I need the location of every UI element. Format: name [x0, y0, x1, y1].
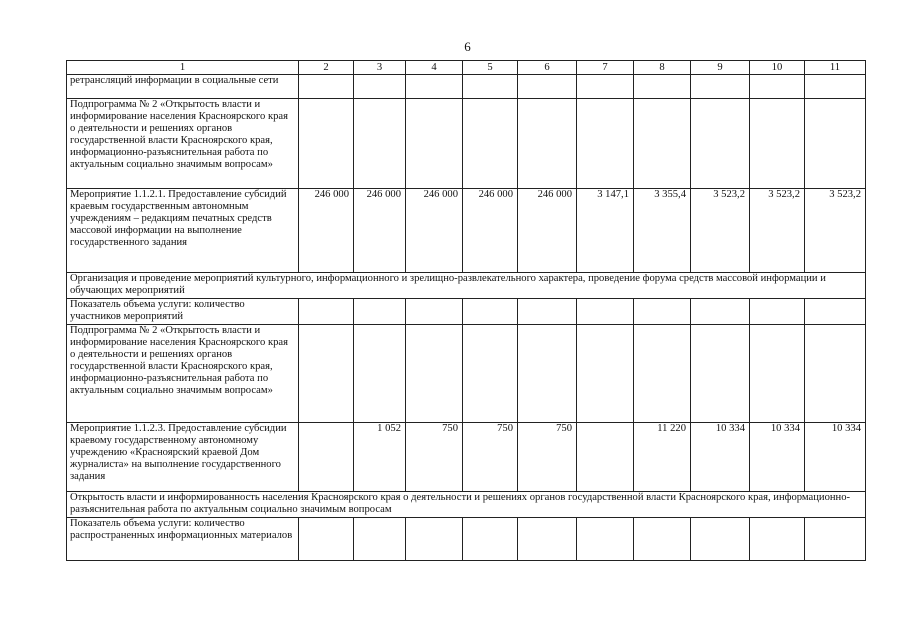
value-cell [406, 99, 463, 189]
value-cell [634, 518, 691, 561]
value-cell [634, 325, 691, 423]
value-cell [406, 299, 463, 325]
value-cell: 3 523,2 [750, 189, 805, 273]
value-cell [299, 423, 354, 492]
value-cell [634, 75, 691, 99]
table-row [67, 325, 866, 423]
value-cell [750, 325, 805, 423]
value-cell [354, 325, 406, 423]
value-cell: 246 000 [463, 189, 518, 273]
value-cell [577, 325, 634, 423]
column-number: 1 [67, 61, 299, 75]
row-label: ретрансляций информации в социальные сети [67, 75, 299, 99]
value-cell [299, 75, 354, 99]
row-label: Показатель объема услуги: количество распространенных информационных материалов [67, 518, 299, 561]
table-row [67, 299, 866, 325]
column-number: 10 [750, 61, 805, 75]
value-cell [805, 75, 866, 99]
row-label: Показатель объема услуги: количество участников мероприятий [67, 299, 299, 325]
value-cell [691, 518, 750, 561]
value-cell [518, 325, 577, 423]
value-cell [577, 423, 634, 492]
column-number: 2 [299, 61, 354, 75]
value-cell [463, 325, 518, 423]
row-label: Подпрограмма № 2 «Открытость власти и информирование населения Красноярского края о деятельности и решениях органов государственной власти Красноярского края, информационно-разъяснительная работа по актуальным социально значимым вопросам» [67, 325, 299, 423]
value-cell [518, 518, 577, 561]
value-cell: 246 000 [406, 189, 463, 273]
value-cell [805, 299, 866, 325]
value-cell: 10 334 [805, 423, 866, 492]
section-row [67, 273, 866, 299]
column-number: 5 [463, 61, 518, 75]
page-number: 6 [464, 39, 471, 54]
value-cell: 3 523,2 [691, 189, 750, 273]
value-cell [805, 99, 866, 189]
value-cell: 750 [518, 423, 577, 492]
value-cell [463, 75, 518, 99]
table-header-row [67, 61, 866, 75]
column-number: 7 [577, 61, 634, 75]
value-cell [634, 299, 691, 325]
table-row [67, 99, 866, 189]
value-cell [406, 75, 463, 99]
value-cell [518, 299, 577, 325]
value-cell: 3 355,4 [634, 189, 691, 273]
value-cell: 3 147,1 [577, 189, 634, 273]
value-cell [354, 299, 406, 325]
value-cell [299, 299, 354, 325]
value-cell: 10 334 [750, 423, 805, 492]
value-cell [463, 299, 518, 325]
column-number: 4 [406, 61, 463, 75]
value-cell [463, 99, 518, 189]
value-cell: 10 334 [691, 423, 750, 492]
table-row [67, 75, 866, 99]
value-cell [634, 99, 691, 189]
section-title: Открытость власти и информированность населения Красноярского края о деятельности и решениях органов государственной власти Красноярского края, информационно-разъяснительная работа по актуальным социально значимым вопросам [67, 492, 866, 518]
budget-table [66, 60, 866, 561]
row-label: Мероприятие 1.1.2.3. Предоставление субсидии краевому государственному автономному учреждению «Красноярский краевой Дом журналиста» на выполнение государственного задания [67, 423, 299, 492]
value-cell: 11 220 [634, 423, 691, 492]
value-cell [577, 75, 634, 99]
column-number: 3 [354, 61, 406, 75]
value-cell [406, 518, 463, 561]
value-cell [518, 75, 577, 99]
value-cell: 750 [406, 423, 463, 492]
value-cell [750, 299, 805, 325]
value-cell [691, 99, 750, 189]
value-cell [518, 99, 577, 189]
value-cell [406, 325, 463, 423]
value-cell: 246 000 [518, 189, 577, 273]
value-cell [805, 518, 866, 561]
table-row [67, 518, 866, 561]
value-cell: 246 000 [299, 189, 354, 273]
row-label: Подпрограмма № 2 «Открытость власти и информирование населения Красноярского края о деятельности и решениях органов государственной власти Красноярского края, информационно-разъяснительная работа по актуальным социально значимым вопросам» [67, 99, 299, 189]
value-cell [299, 325, 354, 423]
value-cell [299, 518, 354, 561]
value-cell [691, 325, 750, 423]
value-cell: 246 000 [354, 189, 406, 273]
value-cell [750, 99, 805, 189]
value-cell [577, 299, 634, 325]
column-number: 9 [691, 61, 750, 75]
table-row [67, 423, 866, 492]
value-cell [750, 518, 805, 561]
value-cell [577, 99, 634, 189]
value-cell [354, 75, 406, 99]
value-cell [577, 518, 634, 561]
value-cell [463, 518, 518, 561]
value-cell [354, 99, 406, 189]
column-number: 11 [805, 61, 866, 75]
section-row [67, 492, 866, 518]
row-label: Мероприятие 1.1.2.1. Предоставление субсидий краевым государственным автономным учреждениям – редакциям печатных средств массовой информации на выполнение государственного задания [67, 189, 299, 273]
value-cell [750, 75, 805, 99]
column-number: 8 [634, 61, 691, 75]
value-cell [354, 518, 406, 561]
value-cell [691, 75, 750, 99]
value-cell: 3 523,2 [805, 189, 866, 273]
section-title: Организация и проведение мероприятий культурного, информационного и зрелищно-развлекательного характера, проведение форума средств массовой информации и обучающих мероприятий [67, 273, 866, 299]
table-row [67, 189, 866, 273]
column-number: 6 [518, 61, 577, 75]
value-cell [691, 299, 750, 325]
value-cell [299, 99, 354, 189]
value-cell: 750 [463, 423, 518, 492]
value-cell [805, 325, 866, 423]
value-cell: 1 052 [354, 423, 406, 492]
